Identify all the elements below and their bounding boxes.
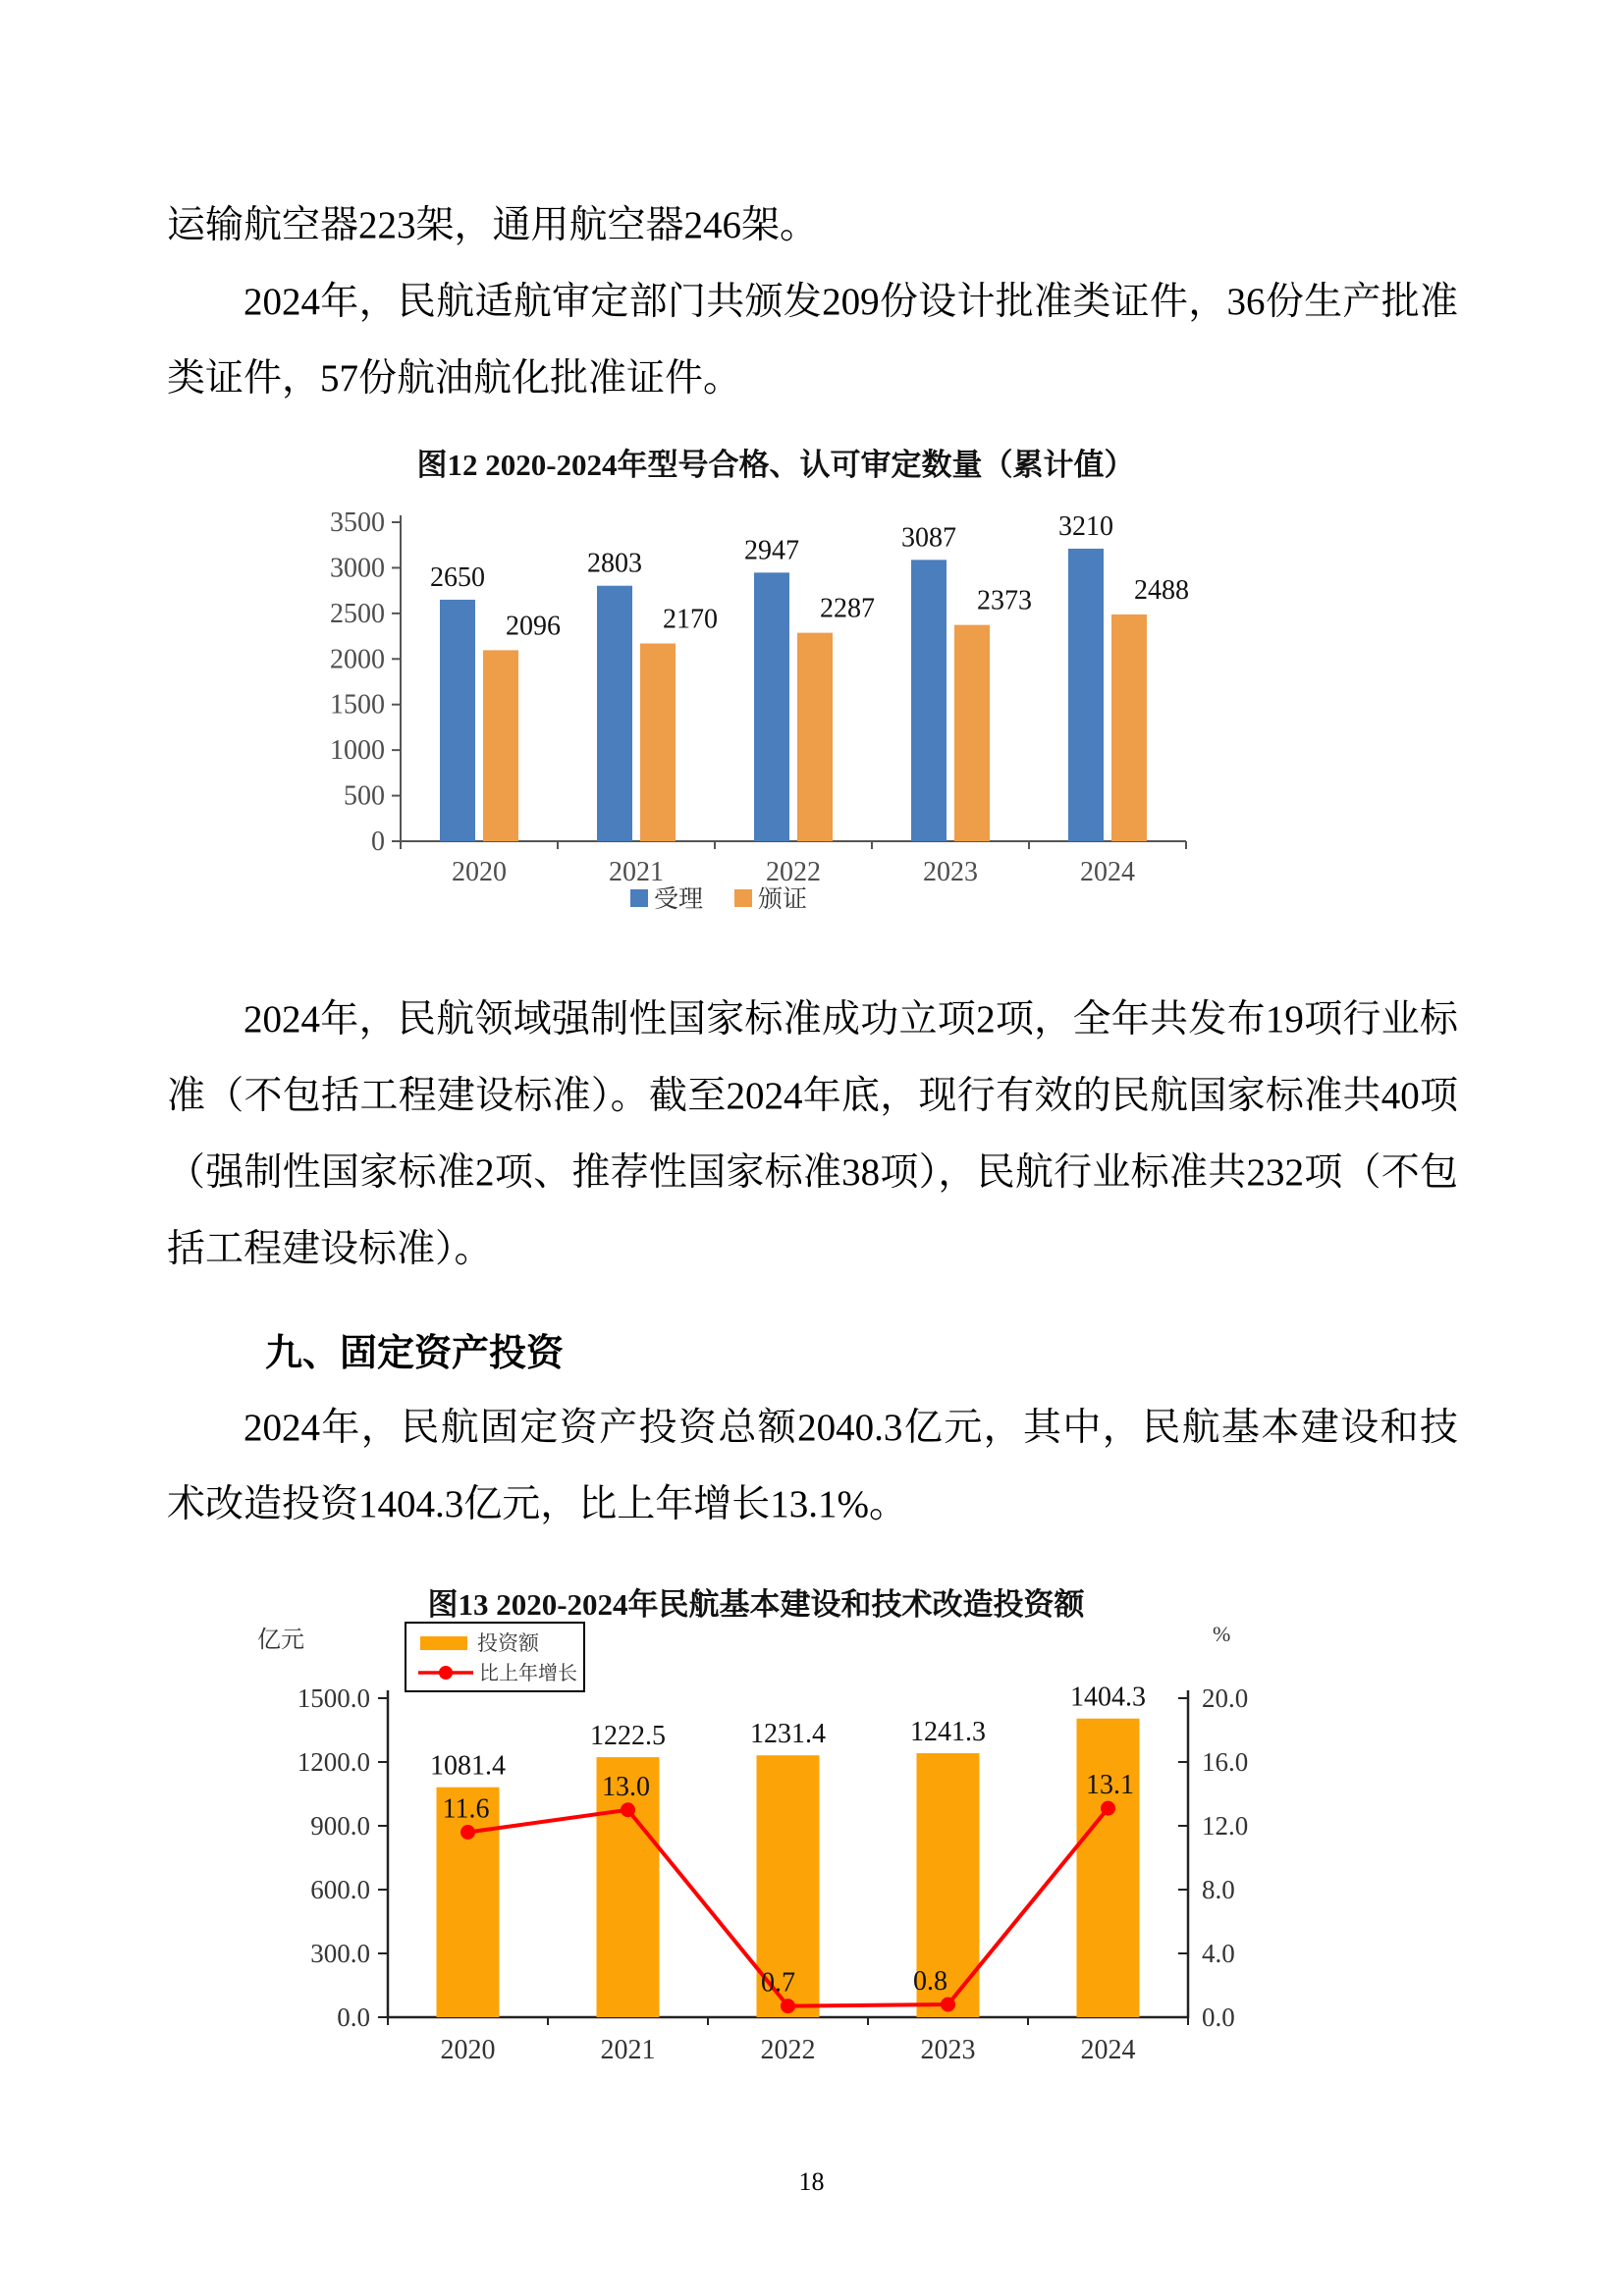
chart13-svg	[245, 1580, 1286, 2091]
paragraph-fleet-count: 运输航空器223架，通用航空器246架。	[167, 204, 819, 246]
y-tick-label: 0	[371, 827, 385, 857]
x-category-label: 2022	[760, 2035, 816, 2065]
bar-受理-2021	[597, 586, 632, 841]
legend-label: 受理	[654, 886, 704, 913]
line-data-label: 13.0	[602, 1771, 650, 1802]
left-axis-unit: 亿元	[257, 1628, 304, 1653]
bar-颁证-2022	[797, 633, 833, 841]
right-tick-label: 0.0	[1202, 2002, 1235, 2032]
right-tick-label: 16.0	[1202, 1747, 1249, 1777]
growth-point-2022	[781, 1999, 795, 2013]
data-label: 3087	[901, 522, 956, 554]
right-tick-label: 20.0	[1202, 1683, 1249, 1713]
y-tick-label: 1000	[330, 735, 385, 767]
x-category-label: 2023	[923, 857, 978, 887]
bar-颁证-2024	[1111, 614, 1147, 841]
bar-受理-2023	[911, 560, 947, 841]
line-data-label: 0.8	[913, 1966, 947, 1997]
bar-data-label: 1081.4	[430, 1750, 506, 1782]
data-label: 2947	[744, 535, 799, 566]
chart12-svg	[236, 442, 1227, 942]
line-data-label: 13.1	[1086, 1770, 1134, 1801]
right-tick-label: 12.0	[1202, 1811, 1249, 1841]
legend-swatch-受理	[630, 889, 648, 907]
growth-point-2021	[621, 1802, 635, 1817]
data-label: 2287	[820, 593, 875, 624]
x-category-label: 2021	[609, 857, 664, 887]
growth-point-2020	[460, 1825, 475, 1840]
paragraph-investment: 2024年，民航固定资产投资总额2040.3亿元，其中，民航基本建设和技术改造投资1404.3亿元，比上年增长13.1%。	[167, 1407, 1458, 1525]
bar-投资额-2024	[1077, 1719, 1140, 2017]
bar-data-label: 1241.3	[910, 1717, 986, 1748]
bar-受理-2022	[754, 572, 789, 841]
x-category-label: 2023	[920, 2035, 976, 2065]
data-label: 2803	[587, 548, 642, 579]
left-tick-label: 300.0	[310, 1939, 370, 1968]
growth-point-2023	[941, 1998, 955, 2012]
chart12-title: 图12 2020-2024年型号合格、认可审定数量（累计值）	[416, 448, 1135, 482]
line-data-label: 11.6	[442, 1793, 490, 1825]
paragraph-standards: 2024年，民航领域强制性国家标准成功立项2项，全年共发布19项行业标准（不包括工程建设标准）。截至2024年底，现行有效的民航国家标准共40项（强制性国家标准2项、推荐性国家标准38项），民航行业标准共232项（不包括工程建设标准）。	[167, 998, 1458, 1270]
data-label: 2488	[1134, 574, 1189, 606]
data-label: 2096	[506, 611, 561, 642]
left-tick-label: 600.0	[310, 1875, 370, 1904]
y-tick-label: 1500	[330, 689, 385, 721]
x-category-label: 2020	[452, 857, 507, 887]
data-label: 2170	[663, 604, 718, 635]
legend-swatch-颁证	[734, 889, 752, 907]
section-heading-fixed-asset-investment: 九、固定资产投资	[265, 1333, 565, 1374]
legend-point-比上年增长	[439, 1666, 453, 1680]
left-tick-label: 900.0	[310, 1811, 370, 1841]
left-tick-label: 0.0	[337, 2002, 370, 2032]
bar-data-label: 1222.5	[590, 1721, 666, 1752]
x-category-label: 2020	[440, 2035, 496, 2065]
bar-data-label: 1404.3	[1070, 1682, 1146, 1713]
data-label: 2373	[977, 585, 1032, 616]
line-data-label: 0.7	[761, 1967, 795, 1999]
data-label: 2650	[430, 561, 485, 593]
x-category-label: 2021	[600, 2035, 656, 2065]
y-tick-label: 2500	[330, 598, 385, 629]
right-tick-label: 8.0	[1202, 1875, 1235, 1904]
y-tick-label: 2000	[330, 644, 385, 675]
figure-chart13	[245, 1580, 1458, 2096]
left-tick-label: 1500.0	[297, 1683, 370, 1713]
legend-label: 颁证	[758, 886, 808, 913]
bar-颁证-2021	[640, 644, 676, 842]
right-axis-unit: %	[1213, 1622, 1231, 1646]
left-tick-label: 1200.0	[297, 1747, 370, 1777]
page-number: 18	[798, 2167, 825, 2196]
bar-受理-2024	[1068, 549, 1104, 841]
legend-label: 投资额	[477, 1631, 539, 1655]
x-category-label: 2022	[766, 857, 821, 887]
y-tick-label: 500	[344, 780, 385, 812]
paragraph-airworthiness-certificates: 2024年，民航适航审定部门共颁发209份设计批准类证件，36份生产批准类证件，57份航油航化批准证件。	[167, 281, 1458, 400]
bar-受理-2020	[440, 600, 475, 841]
bar-data-label: 1231.4	[750, 1719, 826, 1750]
right-tick-label: 4.0	[1202, 1939, 1235, 1968]
figure-chart12	[236, 442, 1458, 947]
y-tick-label: 3000	[330, 553, 385, 584]
x-category-label: 2024	[1080, 857, 1135, 887]
y-tick-label: 3500	[330, 507, 385, 538]
data-label: 3210	[1058, 510, 1113, 542]
bar-颁证-2023	[954, 625, 990, 841]
chart13-title: 图13 2020-2024年民航基本建设和技术改造投资额	[427, 1587, 1085, 1622]
bar-颁证-2020	[483, 650, 518, 841]
growth-point-2024	[1101, 1801, 1115, 1816]
legend-swatch-投资额	[420, 1636, 467, 1650]
legend-label: 比上年增长	[479, 1663, 577, 1684]
x-category-label: 2024	[1080, 2035, 1136, 2065]
